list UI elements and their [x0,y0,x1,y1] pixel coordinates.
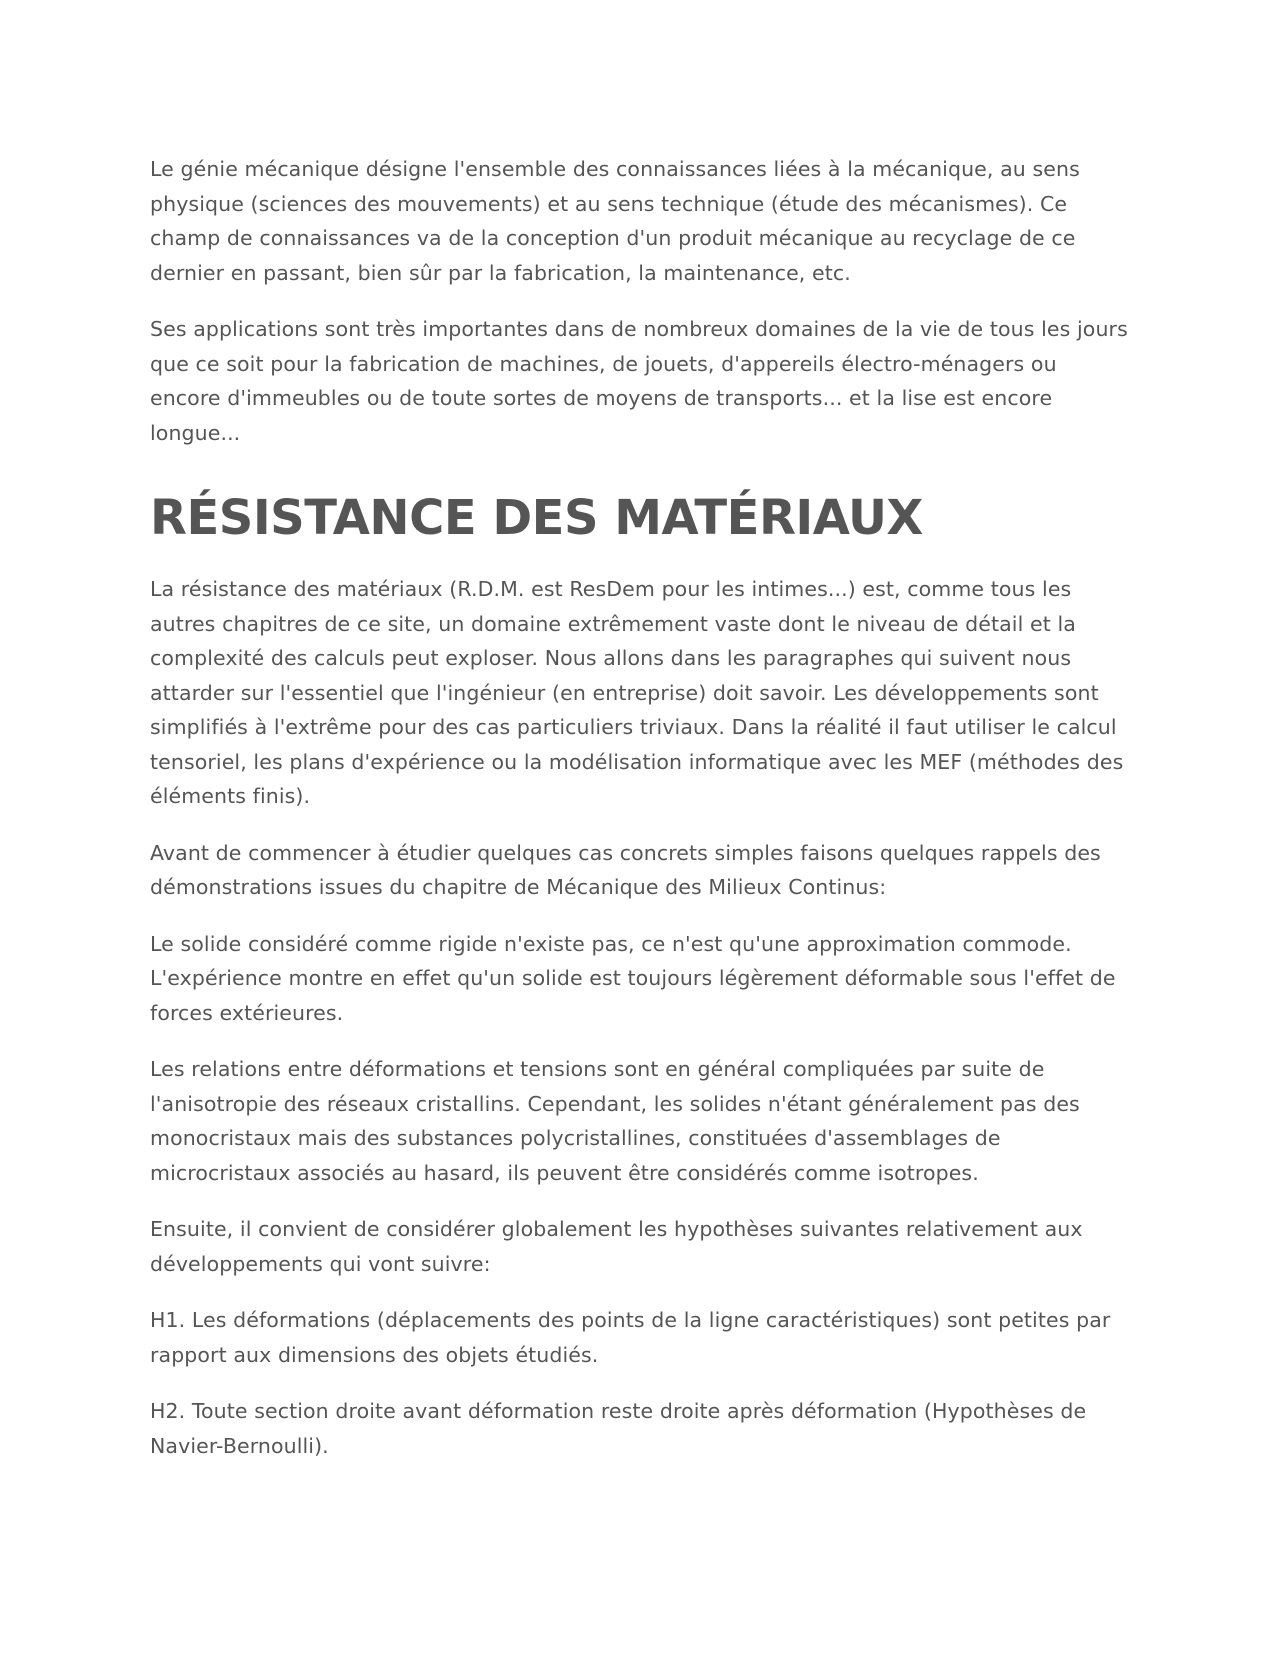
intro-paragraph-1: Le génie mécanique désigne l'ensemble des connaissances liées à la mécanique, au sens physique (sciences des mouvements) et au sens technique (étude des mécanismes). Ce champ de connaissances va de la conception d'un produit mécanique au recyclage de ce dernier en passant, bien sûr par la fabrication, la maintenance, etc. [150,157,1080,285]
section-paragraph-4: Les relations entre déformations et tensions sont en général compliquées par suite de l'anisotropie des réseaux cristallins. Cependant, les solides n'étant généralement pas des monocristaux mais des substances polycristallines, constituées d'assemblages de microcristaux associés au hasard, ils peuvent être considérés comme isotropes. [150,1057,1080,1185]
section-paragraph-2: Avant de commencer à étudier quelques cas concrets simples faisons quelques rappels des démonstrations issues du chapitre de Mécanique des Milieux Continus: [150,840,1101,899]
section-paragraph-5: Ensuite, il convient de considérer globalement les hypothèses suivantes relativement aux développements qui vont suivre: [150,1217,1083,1276]
hypothesis-h2: H2. Toute section droite avant déformation reste droite après déformation (Hypothèses de Navier-Bernoulli). [150,1399,1087,1458]
section-paragraph-3: Le solide considéré comme rigide n'existe pas, ce n'est qu'une approximation commode. L'expérience montre en effet qu'un solide est toujours légèrement déformable sous l'effet de forces extérieures. [150,931,1116,1025]
hypothesis-h1: H1. Les déformations (déplacements des points de la ligne caractéristiques) sont petites par rapport aux dimensions des objets étudiés. [150,1308,1111,1367]
section-heading: RÉSISTANCE DES MATÉRIAUX [150,490,923,546]
document-body [150,152,1130,1485]
section-paragraph-1: La résistance des matériaux (R.D.M. est ResDem pour les intimes...) est, comme tous les autres chapitres de ce site, un domaine extrêmement vaste dont le niveau de détail et la complexité des calculs peut exploser. Nous allons dans les paragraphes qui suivent nous attarder sur l'essentiel que l'ingénieur (en entreprise) doit savoir. Les développements sont simplifiés à l'extrême pour des cas particuliers triviaux. Dans la réalité il faut utiliser le calcul tensoriel, les plans d'expérience ou la modélisation informatique avec les MEF (méthodes des éléments finis). [150,577,1124,808]
intro-paragraph-2: Ses applications sont très importantes dans de nombreux domaines de la vie de tous les jours que ce soit pour la fabrication de machines, de jouets, d'appereils électro-ménagers ou encore d'immeubles ou de toute sortes de moyens de transports... et la lise est encore longue... [150,317,1128,445]
